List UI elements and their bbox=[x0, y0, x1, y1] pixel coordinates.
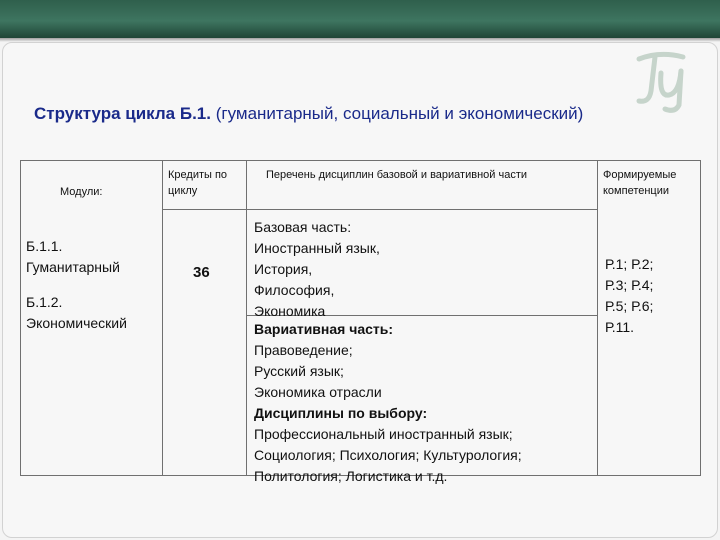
variative-part-item: Русский язык; bbox=[254, 363, 344, 379]
module-b12-name: Экономический bbox=[26, 315, 127, 331]
competence-line: Р.11. bbox=[605, 319, 635, 335]
module-b12-code: Б.1.2. bbox=[26, 294, 63, 310]
title-bold: Структура цикла Б.1. bbox=[34, 104, 211, 123]
competence-line: Р.1; Р.2; bbox=[605, 256, 654, 272]
elective-heading: Дисциплины по выбору: bbox=[254, 405, 428, 421]
header-credits-line-1: Кредиты по bbox=[168, 169, 228, 181]
elective-item: Профессиональный иностранный язык; bbox=[254, 426, 513, 442]
header-credits bbox=[168, 167, 227, 199]
module-b11 bbox=[26, 236, 120, 278]
module-b11-code: Б.1.1. bbox=[26, 238, 63, 254]
col-divider-1 bbox=[162, 160, 163, 476]
title-rest: (гуманитарный, социальный и экономический) bbox=[215, 104, 584, 123]
header-divider-mid bbox=[162, 209, 598, 210]
col-divider-3 bbox=[597, 160, 598, 476]
slide-title bbox=[34, 104, 704, 124]
header-modules: Модули: bbox=[60, 186, 103, 198]
base-part-item: Экономика bbox=[254, 303, 326, 319]
credits-value: 36 bbox=[193, 264, 210, 281]
variative-part-heading: Вариативная часть: bbox=[254, 321, 394, 337]
header-competences-line-2: компетенции bbox=[603, 185, 670, 197]
base-part-heading: Базовая часть: bbox=[254, 219, 352, 235]
module-b11-name: Гуманитарный bbox=[26, 259, 120, 275]
table-border-left bbox=[20, 160, 21, 476]
variative-part-item: Правоведение; bbox=[254, 342, 353, 358]
header-competences-line-1: Формируемые bbox=[603, 169, 677, 181]
base-part-item: Иностранный язык, bbox=[254, 240, 380, 256]
table-border-top bbox=[20, 160, 701, 161]
competences-list bbox=[605, 254, 653, 338]
variative-part bbox=[254, 319, 522, 487]
variative-part-item: Экономика отрасли bbox=[254, 384, 382, 400]
competence-line: Р.5; Р.6; bbox=[605, 298, 654, 314]
table-border-right bbox=[700, 160, 701, 476]
col-divider-2 bbox=[246, 160, 247, 476]
base-part bbox=[254, 217, 380, 322]
elective-item: Политология; Логистика и т.д. bbox=[254, 468, 448, 484]
base-part-item: Философия, bbox=[254, 282, 335, 298]
module-b12 bbox=[26, 292, 127, 334]
top-band bbox=[0, 0, 720, 38]
header-credits-line-2: циклу bbox=[168, 185, 198, 197]
base-part-item: История, bbox=[254, 261, 313, 277]
competence-line: Р.3; Р.4; bbox=[605, 277, 654, 293]
header-competences bbox=[603, 167, 676, 199]
header-disciplines: Перечень дисциплин базовой и вариативной части bbox=[266, 169, 528, 181]
elective-item: Социология; Психология; Культурология; bbox=[254, 447, 522, 463]
